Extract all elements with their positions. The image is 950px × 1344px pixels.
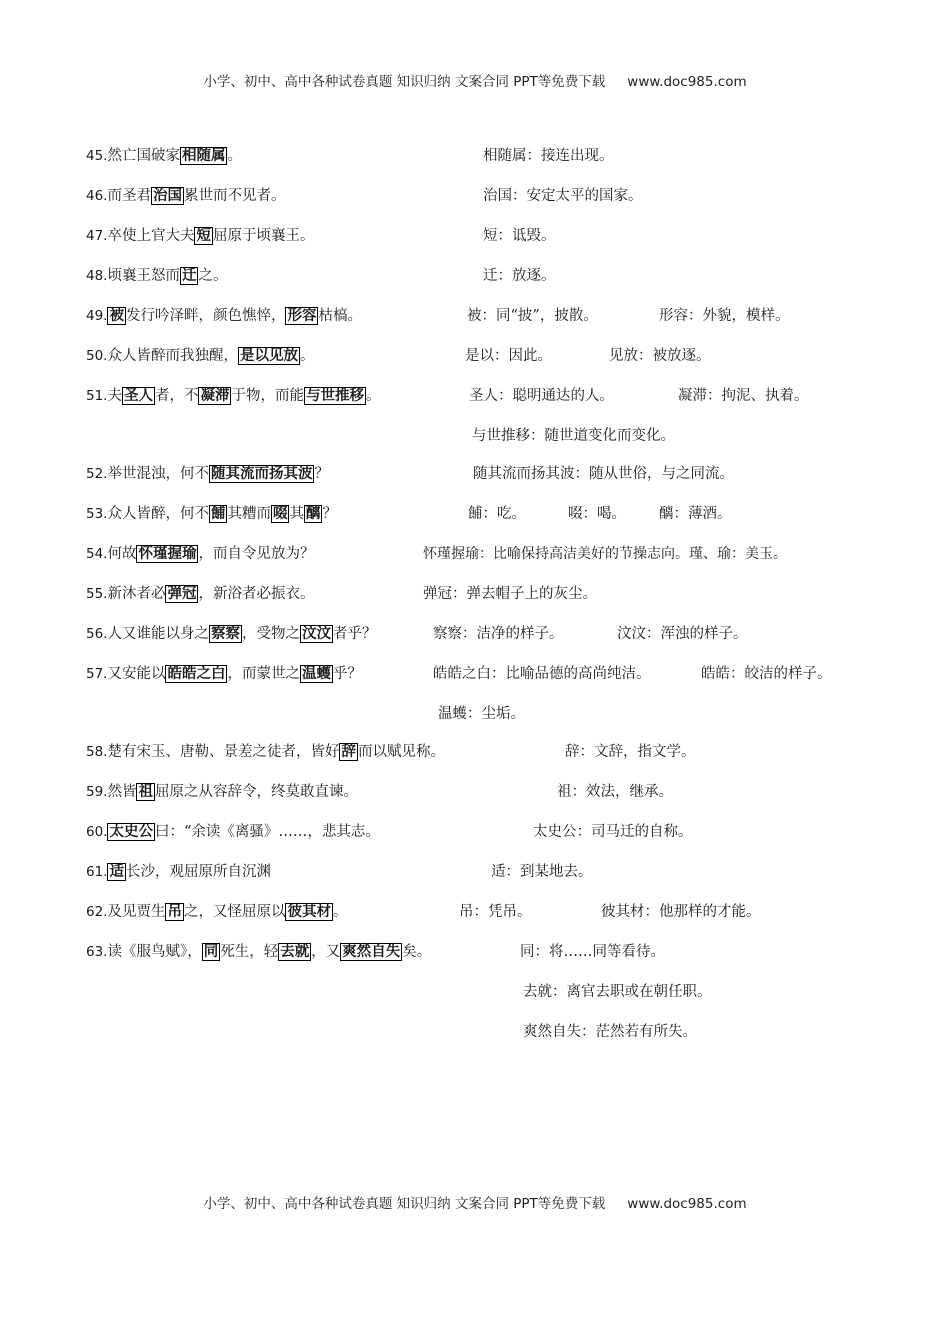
entry-51-sentence: 51.夫 圣人 者，不 凝滞 于物，而能 与世推移 。: [86, 388, 381, 404]
entry-54-sentence: 54.何故 怀瑾握瑜 ，而自令见放为？: [86, 546, 315, 562]
keyword-box: 形容: [287, 308, 317, 324]
keyword-box: 迁: [181, 268, 197, 284]
entry-56-gloss-2: 汶汶：浑浊的样子。: [617, 626, 748, 642]
entry-61-sentence: 61. 适 长沙，观屈原所自沉渊: [86, 864, 271, 880]
footer-url[interactable]: www.doc985.com: [627, 1196, 747, 1212]
entry-53-sentence: 53.众人皆醉，何不 餔 其糟而 啜 其 醨 ？: [86, 506, 337, 522]
entry-60-sentence: 60. 太史公 曰：“余读《离骚》……，悲其志。: [86, 824, 380, 840]
entry-51-gloss-3: 与世推移：随世道变化而变化。: [472, 428, 675, 444]
entry-46-gloss: 治国：安定太平的国家。: [483, 188, 643, 204]
entry-63-gloss-2: 去就：离官去职或在朝任职。: [523, 984, 712, 1000]
keyword-box: 去就: [280, 944, 310, 960]
entry-57-gloss-1: 皓皓之白：比喻品德的高尚纯洁。: [433, 666, 651, 682]
entry-63-gloss-1: 同：将……同等看待。: [520, 944, 665, 960]
header-text: 小学、初中、高中各种试卷真题 知识归纳 文案合同 PPT等免费下载: [203, 74, 606, 90]
keyword-box: 弹冠: [167, 586, 197, 602]
entry-51-gloss-1: 圣人：聪明通达的人。: [469, 388, 614, 404]
entry-56-gloss-1: 察察：洁净的样子。: [433, 626, 564, 642]
entry-61-gloss: 适：到某地去。: [491, 864, 593, 880]
keyword-box: 察察: [210, 626, 240, 642]
entry-53-gloss-1: 餔：吃。: [468, 506, 526, 522]
keyword-box: 太史公: [109, 824, 153, 840]
keyword-box: 吊: [167, 904, 182, 920]
entry-50-gloss-1: 是以：因此。: [465, 348, 552, 364]
page-footer: [0, 1192, 950, 1212]
entry-57-sentence: 57.又安能以 皓皓之白 ，而蒙世之 温蠖 乎？: [86, 666, 362, 682]
keyword-box: 被: [109, 308, 124, 324]
keyword-box: 餔: [210, 506, 226, 522]
header-url[interactable]: www.doc985.com: [627, 74, 747, 90]
keyword-box: 短: [196, 228, 211, 244]
keyword-box: 是以见放: [239, 348, 298, 364]
entry-57-gloss-2: 皓皓：皎洁的样子。: [701, 666, 832, 682]
entry-59-gloss: 祖：效法，继承。: [557, 784, 673, 800]
page-header: [0, 70, 950, 90]
keyword-box: 凝滞: [200, 388, 230, 404]
entry-51-gloss-2: 凝滞：拘泥、执着。: [678, 388, 809, 404]
entry-62-gloss-2: 彼其材：他那样的才能。: [601, 904, 761, 920]
entry-56-sentence: 56.人又谁能以身之 察察 ，受物之 汶汶 者乎？: [86, 626, 377, 642]
entry-54-gloss: 怀瑾握瑜：比喻保持高洁美好的节操志向。瑾、瑜：美玉。: [423, 546, 787, 562]
entry-48-gloss: 迁：放逐。: [483, 268, 556, 284]
entry-58-sentence: 58.楚有宋玉、唐勒、景差之徒者，皆好 辞 而以赋见称。: [86, 744, 445, 760]
keyword-box: 啜: [272, 506, 288, 522]
entry-52-sentence: 52.举世混浊，何不 随其流而扬其波 ？: [86, 466, 329, 482]
entry-47-gloss: 短：诋毁。: [483, 228, 556, 244]
entry-55-gloss: 弹冠：弹去帽子上的灰尘。: [423, 586, 597, 602]
entry-47-sentence: 47.卒使上官大夫 短 屈原于顷襄王。: [86, 228, 315, 244]
entry-50-sentence: 50.众人皆醉而我独醒， 是以见放 。: [86, 348, 315, 364]
keyword-box: 适: [109, 864, 124, 880]
entry-63-sentence: 63.读《服鸟赋》， 同 死生，轻 去就 ，又 爽然自失 矣。: [86, 944, 432, 960]
keyword-box: 醨: [305, 506, 321, 522]
keyword-box: 圣人: [123, 388, 153, 404]
keyword-box: 与世推移: [305, 388, 364, 404]
entry-49-sentence: 49. 被 发行吟泽畔，颜色憔悴， 形容 枯槁。: [86, 308, 362, 324]
entry-50-gloss-2: 见放：被放逐。: [609, 348, 711, 364]
keyword-box: 爽然自失: [342, 944, 401, 960]
keyword-box: 同: [203, 944, 219, 960]
keyword-box: 祖: [138, 784, 153, 800]
keyword-box: 治国: [152, 188, 182, 204]
footer-text: 小学、初中、高中各种试卷真题 知识归纳 文案合同 PPT等免费下载: [203, 1196, 606, 1212]
entry-55-sentence: 55.新沐者必 弹冠 ，新浴者必振衣。: [86, 586, 315, 602]
entry-48-sentence: 48.顷襄王怒而 迁 之。: [86, 268, 228, 284]
entry-58-gloss: 辞：文辞，指文学。: [565, 744, 696, 760]
keyword-box: 彼其材: [287, 904, 331, 920]
keyword-box: 温蠖: [301, 666, 331, 682]
entry-60-gloss: 太史公：司马迁的自称。: [533, 824, 693, 840]
entry-62-gloss-1: 吊：凭吊。: [459, 904, 532, 920]
entry-57-gloss-3: 温蠖：尘垢。: [438, 706, 525, 722]
entry-46-sentence: 46.而圣君 治国 累世而不见者。: [86, 188, 286, 204]
keyword-box: 相随属: [181, 148, 226, 164]
entry-49-gloss-2: 形容：外貌，模样。: [659, 308, 790, 324]
keyword-box: 随其流而扬其波: [210, 466, 313, 482]
entry-59-sentence: 59.然皆 祖 屈原之从容辞令，终莫敢直谏。: [86, 784, 358, 800]
keyword-box: 怀瑾握瑜: [138, 546, 197, 562]
keyword-box: 汶汶: [301, 626, 331, 642]
keyword-box: 辞: [341, 744, 356, 760]
entry-63-gloss-3: 爽然自失：茫然若有所失。: [523, 1024, 697, 1040]
entry-53-gloss-2: 啜：喝。: [568, 506, 626, 522]
entry-49-gloss-1: 被：同“披”，披散。: [467, 308, 598, 324]
keyword-box: 皓皓之白: [167, 666, 226, 682]
entry-45-sentence: 45.然亡国破家 相随属 。: [86, 148, 242, 164]
entry-53-gloss-3: 醨：薄酒。: [659, 506, 732, 522]
entry-62-sentence: 62.及见贾生 吊 之，又怪屈原以 彼其材 。: [86, 904, 348, 920]
entry-52-gloss: 随其流而扬其波：随从世俗，与之同流。: [473, 466, 734, 482]
entry-45-gloss: 相随属：接连出现。: [483, 148, 614, 164]
